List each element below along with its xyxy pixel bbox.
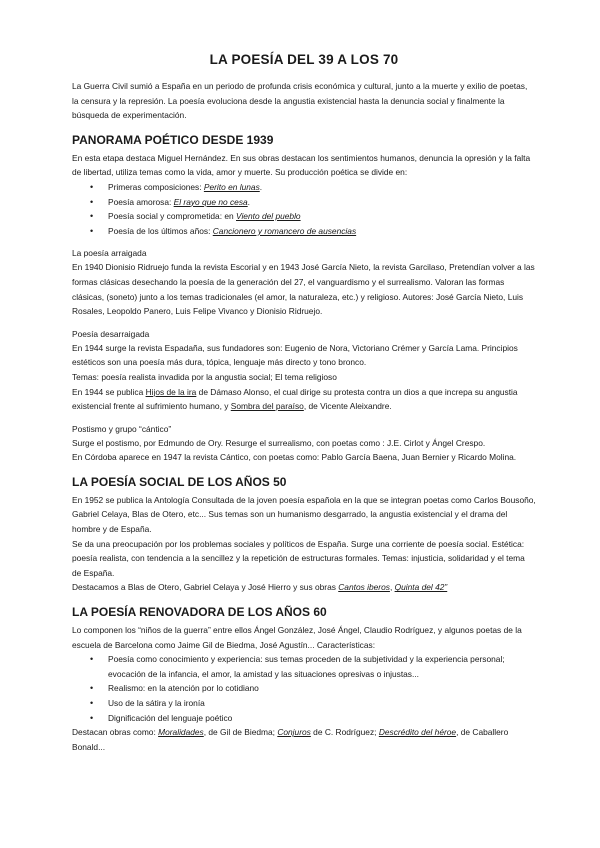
work-title: Cantos iberos (338, 582, 390, 593)
list-item: • Primeras composiciones: Perito en lunas. (108, 180, 536, 195)
subheading-postismo: Postismo y grupo “cántico” (72, 423, 172, 434)
work-title: Descrédito del héroe (378, 727, 457, 738)
work-title: Cancionero y romancero de ausencias (212, 225, 357, 236)
list-item: • Poesía de los últimos años: Cancionero y romancero de ausencias (108, 224, 536, 239)
renovadora-paragraph: Lo componen los “niños de la guerra” entre ellos Ángel González, José Ángel, Claudio Rodríguez, y algunos poetas de la escuela de Barcelona como Jaime Gil de Biedma, José Agustín... Características: (72, 625, 522, 650)
work-title: Perito en lunas (203, 181, 260, 192)
work-title: Moralidades (158, 727, 204, 738)
document-title: LA POESÍA DEL 39 A LOS 70 (209, 52, 399, 67)
social-paragraph-1: En 1952 se publica la Antología Consultada de la joven poesía española en la que se integran poetas como Carlos Bousoño, Gabriel Celaya, Blas de Otero, etc... Sus temas son un humanismo desgarrado, la angustia existencial y el drama del hombre y de España. (72, 494, 536, 535)
list-item: • Realismo: en la atención por lo cotidiano (108, 681, 536, 696)
hernandez-works-list (72, 180, 536, 238)
work-title: Hijos de la ira (145, 386, 197, 397)
postismo-line-1: Surge el postismo, por Edmundo de Ory. Resurge el surrealismo, con poetas como : J.E. Cirlot y Ángel Crespo. (72, 437, 486, 448)
work-title: Quinta del 42” (394, 582, 448, 593)
work-title: Conjuros (277, 727, 311, 738)
subheading-desarraigada: Poesía desarraigada (72, 328, 150, 339)
intro-paragraph: La Guerra Civil sumió a España en un periodo de profunda crisis económica y cultural, junto a la muerte y exilio de poetas, la censura y la represión. La poesía evoluciona desde la angustia existencial hasta la denuncia social y finalmente la búsqueda de experimentación. (72, 81, 528, 121)
list-item: • Poesía amorosa: El rayo que no cesa. (108, 195, 536, 210)
characteristics-list (72, 652, 536, 725)
section-heading-social: LA POESÍA SOCIAL DE LOS AÑOS 50 (72, 474, 287, 489)
section-heading-panorama: PANORAMA POÉTICO DESDE 1939 (72, 132, 274, 147)
panorama-paragraph: En esta etapa destaca Miguel Hernández. En sus obras destacan los sentimientos humanos, denuncia la opresión y la falta de libertad, utiliza temas como la vida, amor y muerte. Su producción poética se divide en: (72, 152, 531, 178)
work-title: El rayo que no cesa (173, 196, 248, 207)
social-paragraph-3: Destacamos a Blas de Otero, Gabriel Celaya y José Hierro y sus obras Cantos iberos, Quinta del 42” (72, 582, 448, 593)
desarraigada-line-1: En 1944 surge la revista Espadaña, sus fundadores son: Eugenio de Nora, Victoriano Crémer y García Lama. Principios estéticos son una poesía más dura, tópica, lenguaje más directo y tono bronco. (72, 342, 518, 368)
desarraigada-line-3: En 1944 se publica Hijos de la ira de Dámaso Alonso, el cual dirige su protesta contra un dios a que increpa su angustia existencial frente al sufrimiento humano, y Sombra del paraíso, de Vicente Aleixandre. (72, 386, 518, 412)
work-title: Viento del pueblo (236, 211, 301, 222)
subheading-arraigada: La poesía arraigada (72, 248, 147, 259)
renovadora-works-line: Destacan obras como: Moralidades, de Gil de Biedma; Conjuros de C. Rodríguez; Descrédito del héroe, de Caballero Bonald... (72, 727, 509, 752)
postismo-line-2: En Córdoba aparece en 1947 la revista Cántico, con poetas como: Pablo García Baena, Juan Bernier y Ricardo Molina. (72, 452, 517, 463)
social-paragraph-2: Se da una preocupación por los problemas sociales y políticos de España. Surge una corriente de poesía social. Estética: poesía realista, con tendencia a la sencillez y la repetición de estructuras formales. Temas: injusticia, solidaridad y el tema de España. (72, 538, 525, 578)
list-item: • Uso de la sátira y la ironía (108, 696, 536, 711)
desarraigada-line-2: Temas: poesía realista invadida por la angustia social; El tema religioso (72, 371, 337, 382)
arraigada-paragraph: En 1940 Dionisio Ridruejo funda la revista Escorial y en 1943 José García Nieto, la revista Garcilaso, Pretendían volver a las formas clásicas desechando la poesía de la generación del 27, el vanguardismo y el surrealismo. Valoran las formas clásicas, (soneto) junto a los temas tradicionales (el amor, la naturaleza, etc.) y religioso. Autores: José García Nieto, Luis Rosales, Leopoldo Panero, Luis Felipe Vivanco y Dionisio Ridruejo. (72, 262, 535, 317)
list-item: • Poesía como conocimiento y experiencia: sus temas proceden de la subjetividad y la experiencia personal; evocación de la infancia, el amor, la amistad y las situaciones opresivas o injustas... (108, 652, 536, 681)
list-item: • Dignificación del lenguaje poético (108, 711, 536, 726)
list-item: • Poesía social y comprometida: en Viento del pueblo (108, 209, 536, 224)
section-heading-renovadora: LA POESÍA RENOVADORA DE LOS AÑOS 60 (72, 605, 327, 620)
work-title: Sombra del paraíso (230, 401, 304, 412)
